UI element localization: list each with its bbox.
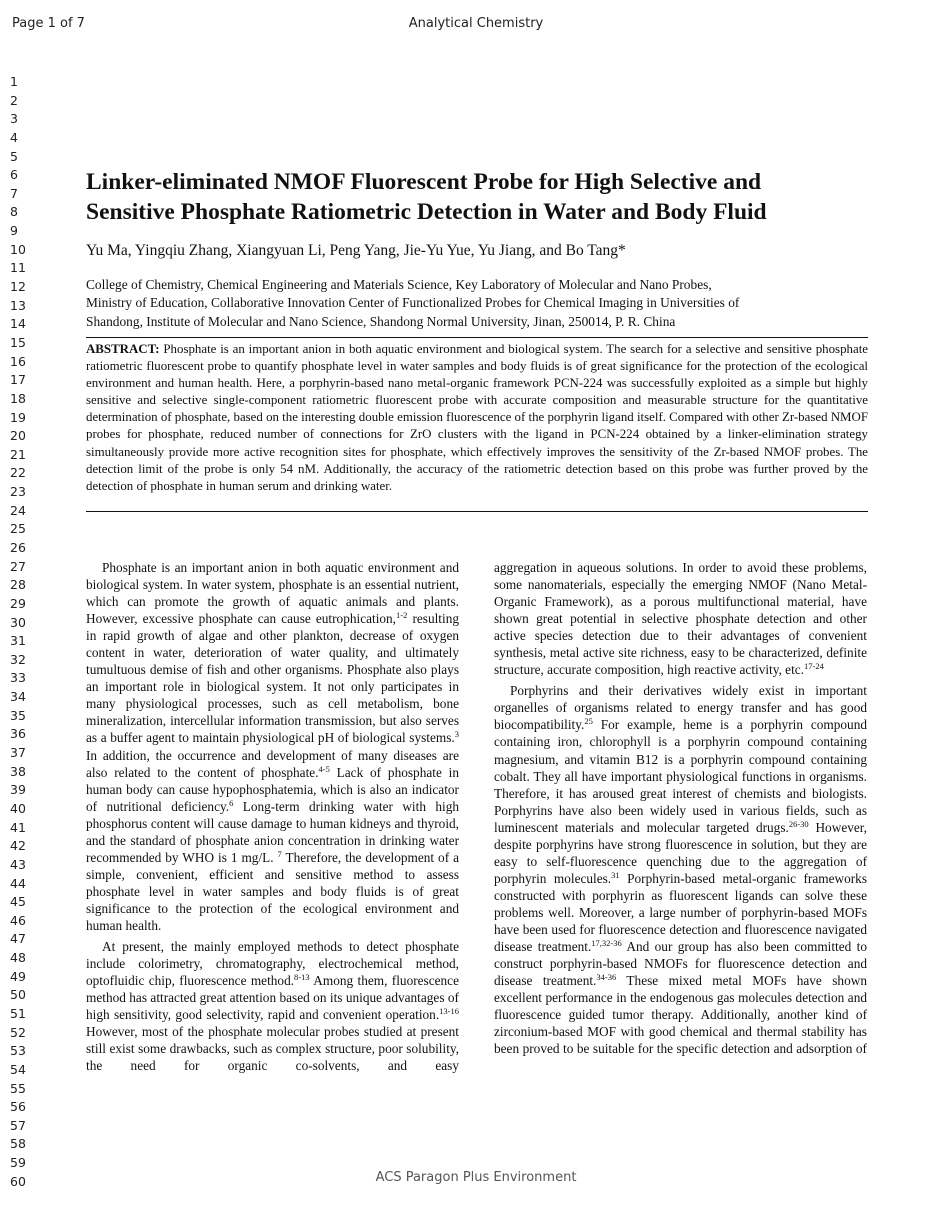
paragraph-text: Porphyrins and their derivatives widely exist in important organelles of organisms related to energy transfer and has good biocompatibility. [494, 683, 867, 733]
line-number: 47 [10, 931, 26, 947]
citation-superscript: 31 [611, 869, 620, 880]
line-number: 16 [10, 353, 26, 369]
line-number: 53 [10, 1043, 26, 1059]
journal-name: Analytical Chemistry [408, 16, 544, 31]
line-number: 19 [10, 409, 26, 425]
line-number: 24 [10, 502, 26, 518]
line-number: 44 [10, 875, 26, 891]
line-number: 25 [10, 521, 26, 537]
citation-superscript: 7 [277, 848, 282, 859]
footer: ACS Paragon Plus Environment [375, 1170, 577, 1185]
citation-superscript: 8-13 [294, 972, 310, 983]
line-number: 48 [10, 950, 26, 966]
line-number: 8 [10, 204, 18, 220]
line-number: 18 [10, 390, 26, 406]
title-line: Sensitive Phosphate Ratiometric Detection in Water and Body Fluid [86, 199, 767, 225]
affiliation [86, 276, 876, 331]
affiliation-line: College of Chemistry, Chemical Engineering and Materials Science, Key Laboratory of Molecular and Nano Probes, [86, 277, 712, 292]
affiliation-line: Ministry of Education, Collaborative Innovation Center of Functionalized Probes for Chemical Imaging in Universities of [86, 295, 740, 311]
citation-superscript: 4-5 [318, 763, 330, 774]
paragraph-text: aggregation in aqueous solutions. In order to avoid these problems, some nanomaterials, especially the emerging NMOF (Nano Metal-Organic Framework), as a porous multifunctional material, have shown great potential in selective phosphate detection and other active species detection due to their advantages of convenient synthesis, metal active site richness, easy to be characterized, definite structure, accurate composition, high reactive activity, etc. [494, 560, 867, 678]
paragraph-text: In addition, the occurrence and development of many diseases are also related to the content of phosphate. [86, 747, 459, 780]
line-number: 52 [10, 1024, 26, 1040]
paragraph-text: For example, heme is a porphyrin compound containing iron, chlorophyll is a porphyrin compound containing magnesium, and vitamin B12 is a porphyrin compound containing cobalt. They all have important physiological functions in organisms. Therefore, it has aroused great interest of chemists and biologists. Porphyrins have also been widely used in various fields, such as luminescent materials and molecular targeted drugs. [494, 717, 867, 835]
citation-superscript: 34-36 [596, 972, 617, 983]
line-number: 33 [10, 670, 26, 686]
line-number: 23 [10, 484, 26, 500]
line-number: 14 [10, 316, 26, 332]
line-number: 3 [10, 111, 18, 127]
line-number: 36 [10, 726, 26, 742]
line-number: 31 [10, 633, 26, 649]
paper-title [86, 167, 886, 227]
line-number: 46 [10, 912, 26, 928]
citation-superscript: 17,32-36 [591, 938, 622, 949]
line-number: 20 [10, 428, 26, 444]
paragraph-text: Therefore, the development of a simple, convenient, efficient and sensitive method to assess phosphate level in water samples and body fluids is of great significance to the protection of the ecological environment and human health. [86, 849, 459, 933]
paragraph-text: Long-term drinking water with high phosphorus content will cause damage to human kidneys and thyroid, and the standard of phosphate anion concentration in drinking water recommended by WHO is 1 mg/L. [86, 798, 459, 865]
line-number: 12 [10, 279, 26, 295]
line-number: 21 [10, 446, 26, 462]
abstract-label: ABSTRACT: [86, 342, 160, 356]
line-number: 7 [10, 185, 18, 201]
paragraph-text: At present, the mainly employed methods to detect phosphate include colorimetry, chromatography, electrochemical method, optofluidic chip, fluorescence method. [86, 939, 459, 989]
line-number: 30 [10, 614, 26, 630]
paragraph-text: resulting in rapid growth of algae and other plankton, decrease of oxygen content in water, deterioration of water quality, and ultimately tumultuous demise of fish and other organisms. Phosphate also plays an important role in biological system. It not only participates in many physiological processes, such as cell metabolism, bone mineralization, intercellular information transmission, but also serves as a buffer agent to maintain physiological pH of biological systems. [86, 611, 459, 746]
line-number: 51 [10, 1006, 26, 1021]
body-column-right [494, 559, 867, 1061]
line-number: 43 [10, 856, 26, 872]
line-number: 39 [10, 782, 26, 798]
line-number: 34 [10, 689, 26, 705]
line-number: 11 [10, 260, 26, 276]
line-number: 32 [10, 651, 26, 667]
line-number: 42 [10, 838, 26, 854]
body-paragraph [494, 559, 867, 678]
paragraph-text: However, despite porphyrins have strong fluorescence in solution, but they are easy to self-fluorescence quenching due to the aggregation of porphyrin molecules. [494, 819, 867, 886]
abstract-text: Phosphate is an important anion in both aquatic environment and biological system. The search for a selective and sensitive phosphate ratiometric fluorescent probe to quantify phosphate level in water samples and body fluids is of great significance for the protection of the ecological environment and human health. Here, a porphyrin-based nano metal-organic framework PCN-224 was successfully exploited as a simple but highly sensitive and selective single-component ratiometric fluorescent probe with accurate composition and measurable structure for the quantitative determination of phosphate, based on the interesting double emission fluorescence of the porphyrin ligand itself. Compared with other Zr-based NMOF probes for phosphate, reduced number of connections for ZrO clusters with the ligand in PCN-224 obtained by a linker-elimination strategy simultaneously provide more active recognition sites for phosphate, which effectively improves the sensitivity of the Zr-based NMOF probes. The detection limit of the probe is only 54 nM. Additionally, the accuracy of the ratiometric detection based on this probe was further proved by the detection of phosphate in human serum and drinking water. [86, 342, 868, 493]
line-number: 56 [10, 1099, 26, 1115]
line-number: 37 [10, 745, 26, 761]
abstract-top-rule [86, 337, 868, 338]
line-number: 5 [10, 148, 18, 164]
line-number: 55 [10, 1080, 26, 1096]
page-number: Page 1 of 7 [12, 16, 85, 31]
line-number: 28 [10, 577, 26, 593]
line-number: 2 [10, 92, 18, 108]
line-number: 10 [10, 241, 26, 257]
body-paragraph [86, 559, 459, 934]
body-paragraph [494, 682, 867, 1057]
paragraph-text: These mixed metal MOFs have shown excellent performance in the endogenous gas molecules detection and fluorescence guided tumor therapy. Additionally, another kind of zirconium-based MOF with good chemical and thermal stability has been proved to be suitable for the specific detection and adsorption of [494, 973, 867, 1057]
line-number: 59 [10, 1155, 26, 1171]
body-paragraph [86, 938, 459, 1074]
line-number: 17 [10, 372, 26, 388]
authors: Yu Ma, Yingqiu Zhang, Xiangyuan Li, Peng Yang, Jie-Yu Yue, Yu Jiang, and Bo Tang* [86, 242, 626, 259]
line-number: 13 [10, 297, 26, 313]
affiliation-line: Shandong, Institute of Molecular and Nano Science, Shandong Normal University, Jinan, 250014, P. R. China [86, 313, 676, 329]
paragraph-text: Phosphate is an important anion in both aquatic environment and biological system. In water system, phosphate is an essential nutrient, which can promote the growth of aquatic animals and plants. However, excessive phosphate can cause eutrophication, [86, 560, 459, 627]
citation-superscript: 6 [229, 797, 234, 808]
line-number: 29 [10, 595, 26, 611]
paragraph-text: And our group has also been committed to construct porphyrin-based NMOFs for fluorescence detection and disease treatment. [494, 939, 867, 989]
line-number: 4 [10, 129, 18, 145]
line-number: 40 [10, 800, 26, 816]
paragraph-text: Porphyrin-based metal-organic frameworks constructed with porphyrin as fluorescent ligands can solve these problems well. Moreover, a large number of porphyrin-based MOFs have been used for fluorescence detection and fluorescence navigated disease treatment. [494, 870, 868, 955]
line-number: 27 [10, 558, 26, 574]
line-number: 15 [10, 334, 26, 350]
line-number: 49 [10, 968, 26, 984]
title-line: Linker-eliminated NMOF Fluorescent Probe for High Selective and [86, 169, 762, 195]
line-number: 1 [10, 74, 18, 89]
paragraph-text: Among them, fluorescence method has attracted great attention based on its unique advantages of high sensitivity, good selectivity, rapid and convenient operation. [86, 973, 459, 1023]
citation-superscript: 25 [584, 716, 593, 727]
line-number: 41 [10, 819, 26, 835]
paragraph-text: Lack of phosphate in human body can cause hypophosphatemia, which is also an indicator of nutritional deficiency. [86, 764, 459, 814]
citation-superscript: 26-30 [788, 818, 809, 829]
abstract-bottom-rule [86, 511, 868, 512]
paragraph-text: However, most of the phosphate molecular probes studied at present still exist some drawbacks, such as complex structure, poor solubility, the need for organic co-solvents, and easy [86, 1024, 459, 1074]
line-number: 26 [10, 540, 26, 555]
line-number: 9 [10, 223, 18, 239]
body-column-left [86, 559, 459, 1078]
line-number: 50 [10, 987, 26, 1003]
line-number: 60 [10, 1173, 26, 1189]
line-number: 38 [10, 763, 26, 779]
line-number: 6 [10, 167, 18, 183]
line-number: 22 [10, 465, 26, 481]
abstract [86, 341, 868, 495]
line-number: 54 [10, 1061, 26, 1077]
citation-superscript: 13-16 [439, 1006, 459, 1017]
line-number: 58 [10, 1136, 26, 1152]
line-number: 45 [10, 894, 26, 910]
line-number: 35 [10, 707, 26, 723]
citation-superscript: 3 [454, 729, 459, 740]
citation-superscript: 1-2 [396, 610, 408, 621]
citation-superscript: 17-24 [804, 661, 824, 672]
line-number: 57 [10, 1117, 26, 1133]
